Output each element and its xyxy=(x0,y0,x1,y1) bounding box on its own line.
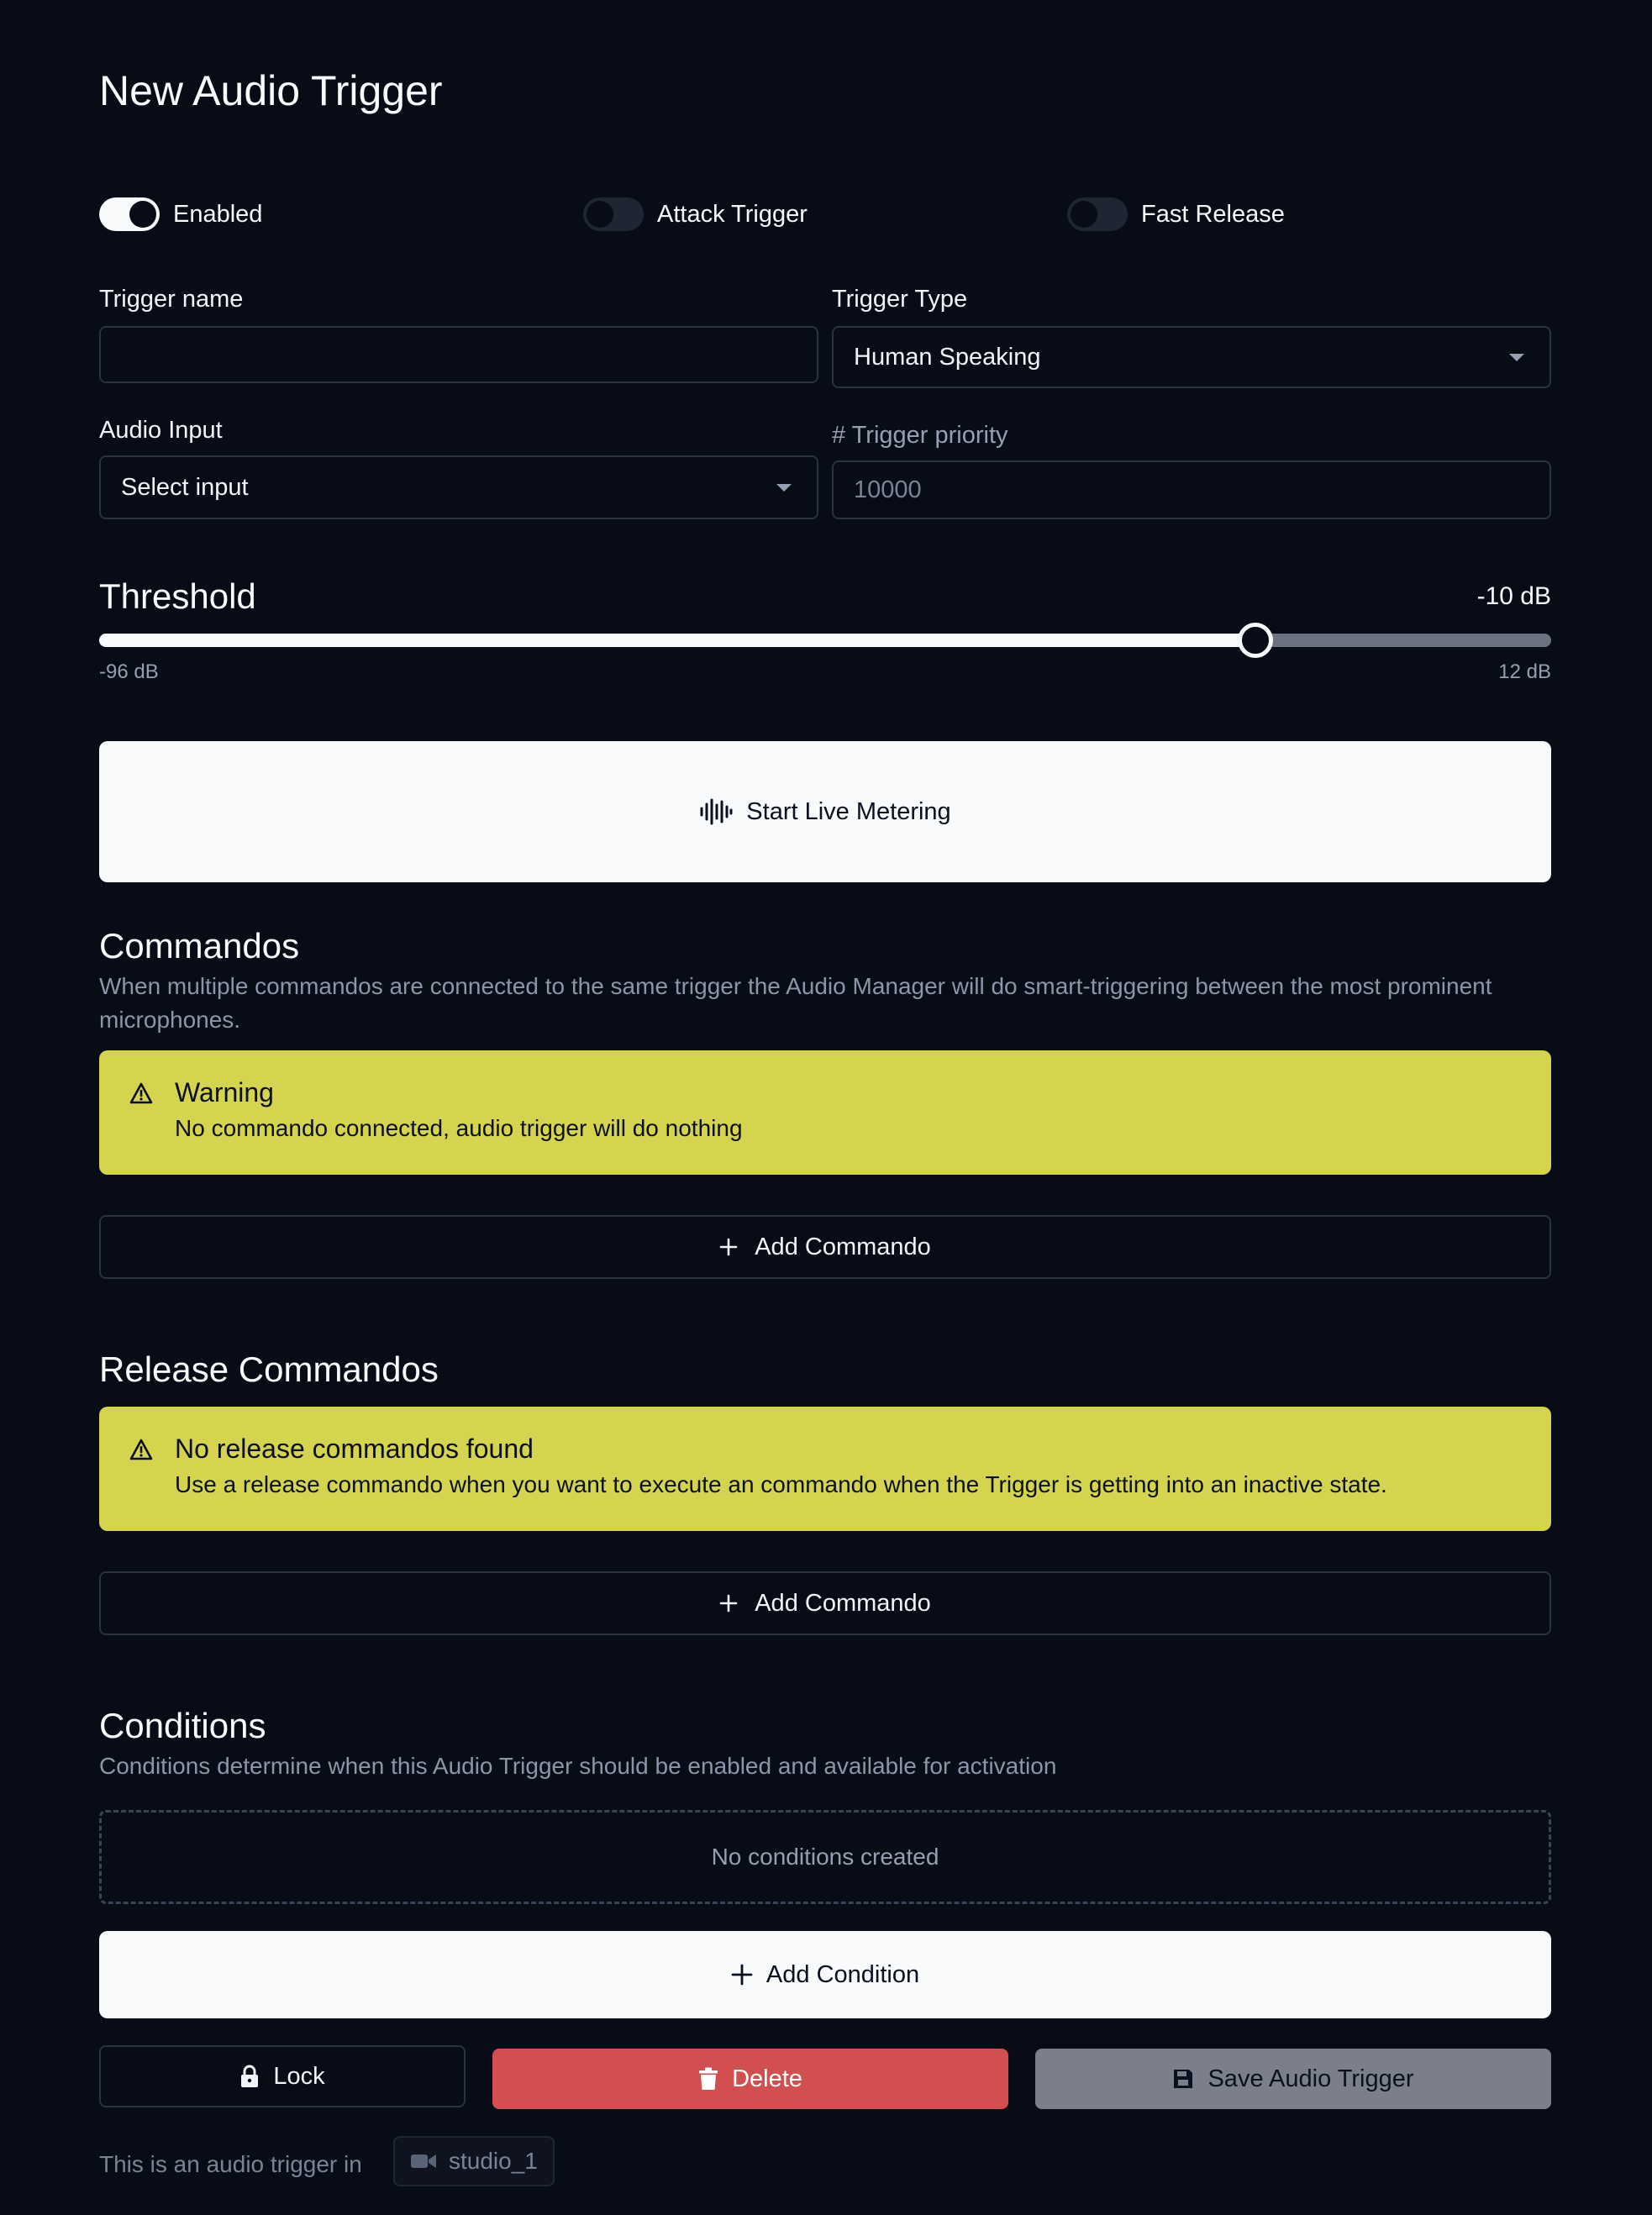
audio-input-label: Audio Input xyxy=(99,417,223,444)
save-audio-trigger-button[interactable] xyxy=(1035,2049,1551,2109)
add-release-commando-label: Add Commando xyxy=(755,1589,931,1617)
plus-icon xyxy=(719,1238,738,1256)
add-commando-button[interactable] xyxy=(99,1215,1551,1279)
conditions-empty-state xyxy=(99,1810,1551,1904)
threshold-value: -10 dB xyxy=(1476,582,1551,610)
attack-trigger-label: Attack Trigger xyxy=(657,200,808,228)
conditions-title: Conditions xyxy=(99,1706,266,1745)
commandos-title: Commandos xyxy=(99,926,300,965)
chevron-down-icon xyxy=(1509,354,1524,361)
add-condition-button[interactable] xyxy=(99,1931,1551,2018)
release-commandos-warning-text: Use a release commando when you want to execute an commando when the Trigger is getting into an inactive state. xyxy=(175,1471,1387,1497)
lock-button[interactable] xyxy=(99,2045,466,2107)
chevron-down-icon xyxy=(776,484,792,492)
trigger-type-value: Human Speaking xyxy=(854,343,1041,371)
add-release-commando-button[interactable] xyxy=(99,1571,1551,1635)
audio-input-value: Select input xyxy=(121,473,249,501)
lock-icon xyxy=(239,2065,260,2088)
conditions-description: Conditions determine when this Audio Trigger should be enabled and available for activation xyxy=(99,1753,1057,1779)
enabled-toggle-group[interactable] xyxy=(99,195,262,234)
attack-trigger-toggle-group[interactable] xyxy=(583,195,808,234)
commandos-warning-title: Warning xyxy=(175,1077,274,1108)
studio-name: studio_1 xyxy=(449,2148,538,2174)
fast-release-toggle[interactable] xyxy=(1067,197,1128,231)
commandos-warning-text: No commando connected, audio trigger will do nothing xyxy=(175,1115,743,1141)
trigger-name-label: Trigger name xyxy=(99,286,244,313)
trigger-type-select[interactable] xyxy=(832,326,1551,388)
add-condition-label: Add Condition xyxy=(765,1960,920,1988)
start-live-metering-button[interactable] xyxy=(99,741,1551,882)
release-commandos-warning-title: No release commandos found xyxy=(175,1434,534,1464)
enabled-label: Enabled xyxy=(173,200,263,228)
threshold-max-label: 12 dB xyxy=(1498,660,1551,683)
save-icon xyxy=(1172,2068,1194,2090)
trigger-priority-input[interactable] xyxy=(832,460,1551,519)
video-camera-icon xyxy=(410,2152,437,2170)
delete-button[interactable] xyxy=(492,2049,1008,2109)
conditions-empty-text: No conditions created xyxy=(711,1844,939,1870)
trash-icon xyxy=(698,2067,718,2091)
release-commandos-warning xyxy=(99,1407,1551,1531)
trigger-priority-placeholder: 10000 xyxy=(854,476,922,503)
page-title: New Audio Trigger xyxy=(99,67,443,114)
start-live-metering-label: Start Live Metering xyxy=(746,797,951,825)
trigger-type-label: Trigger Type xyxy=(832,286,968,313)
footer-text: This is an audio trigger in xyxy=(99,2151,362,2177)
add-commando-label: Add Commando xyxy=(755,1233,931,1260)
audio-input-select[interactable] xyxy=(99,455,818,519)
fast-release-toggle-group[interactable] xyxy=(1067,195,1285,234)
release-commandos-title: Release Commandos xyxy=(99,1350,439,1389)
studio-chip[interactable] xyxy=(393,2136,555,2186)
fast-release-label: Fast Release xyxy=(1141,200,1285,228)
plus-icon xyxy=(719,1594,738,1613)
plus-icon xyxy=(731,1964,753,1986)
audio-waveform-icon xyxy=(699,797,733,826)
warning-triangle-icon xyxy=(129,1439,153,1460)
trigger-priority-label: # Trigger priority xyxy=(832,422,1008,449)
attack-trigger-toggle[interactable] xyxy=(583,197,644,231)
threshold-min-label: -96 dB xyxy=(99,660,159,683)
enabled-toggle[interactable] xyxy=(99,197,160,231)
warning-triangle-icon xyxy=(129,1082,153,1104)
commandos-description: When multiple commandos are connected to the same trigger the Audio Manager will do smart-triggering between the most prominent microphones. xyxy=(99,973,1492,1033)
lock-label: Lock xyxy=(273,2062,325,2090)
save-audio-trigger-label: Save Audio Trigger xyxy=(1207,2065,1414,2092)
trigger-name-input[interactable] xyxy=(99,326,818,383)
threshold-slider-fill xyxy=(99,634,1255,647)
threshold-slider[interactable] xyxy=(99,634,1551,647)
commandos-warning xyxy=(99,1050,1551,1175)
threshold-title: Threshold xyxy=(99,576,256,616)
threshold-slider-thumb[interactable] xyxy=(1238,623,1273,658)
delete-label: Delete xyxy=(732,2065,802,2092)
